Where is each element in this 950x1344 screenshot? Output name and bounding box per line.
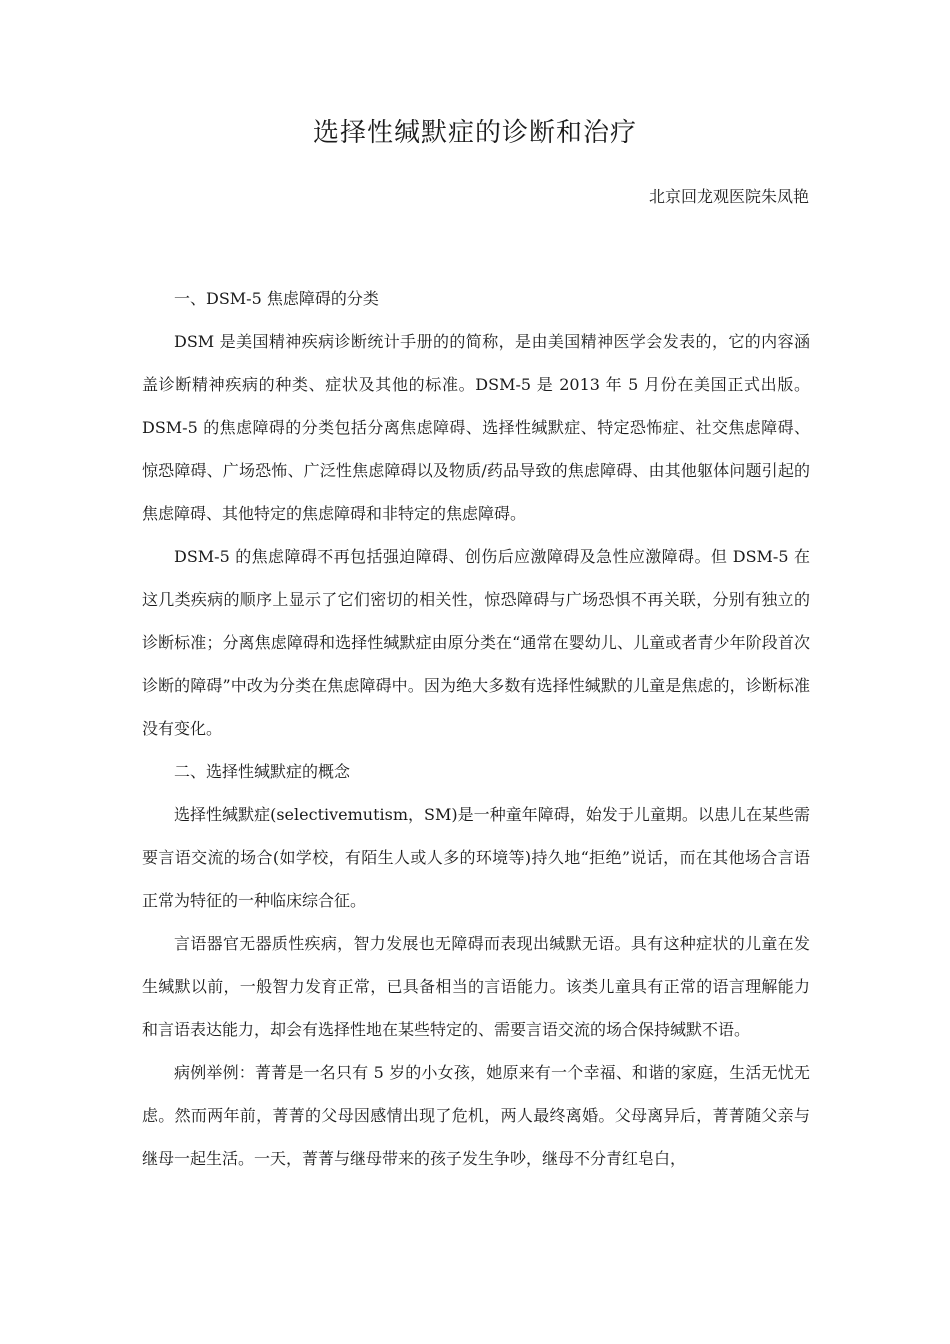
section-heading-1: 一、DSM-5 焦虑障碍的分类 xyxy=(174,289,379,308)
section-heading-2: 二、选择性缄默症的概念 xyxy=(174,762,351,781)
paragraph-dsm-intro: DSM 是美国精神疾病诊断统计手册的的简称，是由美国精神医学会发表的，它的内容涵盖诊断精神疾病的种类、症状及其他的标准。DSM-5 是 2013 年 5 月份在美国正式出版。DSM-5 的焦虑障碍的分类包括分离焦虑障碍、选择性缄默症、特定恐怖症、社交焦虑障碍、惊恐障碍、广场恐怖、广泛性焦虑障碍以及物质/药品导致的焦虑障碍、由其他躯体问题引起的焦虑障碍、其他特定的焦虑障碍和非特定的焦虑障碍。 xyxy=(142,332,810,523)
paragraph-case-example: 病例举例：菁菁是一名只有 5 岁的小女孩，她原来有一个幸福、和谐的家庭，生活无忧无虑。然而两年前，菁菁的父母因感情出现了危机，两人最终离婚。父母离异后，菁菁随父亲与继母一起生活。一天，菁菁与继母带来的孩子发生争吵，继母不分青红皂白， xyxy=(142,1063,810,1168)
document-author: 北京回龙观医院朱凤艳 xyxy=(648,187,809,206)
paragraph-dsm5-changes: DSM-5 的焦虑障碍不再包括强迫障碍、创伤后应激障碍及急性应激障碍。但 DSM-5 在这几类疾病的顺序上显示了它们密切的相关性，惊恐障碍与广场恐惧不再关联，分别有独立的诊断标准；分离焦虑障碍和选择性缄默症由原分类在“通常在婴幼儿、儿童或者青少年阶段首次诊断的障碍”中改为分类在焦虑障碍中。因为绝大多数有选择性缄默的儿童是焦虑的，诊断标准没有变化。 xyxy=(142,547,810,738)
document-body xyxy=(142,277,810,1180)
paragraph-sm-definition: 选择性缄默症(selectivemutism，SM)是一种童年障碍，始发于儿童期。以患儿在某些需要言语交流的场合(如学校，有陌生人或人多的环境等)持久地“拒绝”说话，而在其他场合言语正常为特征的一种临床综合征。 xyxy=(142,805,810,910)
paragraph-sm-features: 言语器官无器质性疾病，智力发展也无障碍而表现出缄默无语。具有这种症状的儿童在发生缄默以前，一般智力发育正常，已具备相当的言语能力。该类儿童具有正常的语言理解能力和言语表达能力，却会有选择性地在某些特定的、需要言语交流的场合保持缄默不语。 xyxy=(142,934,810,1039)
document-title: 选择性缄默症的诊断和治疗 xyxy=(312,118,637,148)
